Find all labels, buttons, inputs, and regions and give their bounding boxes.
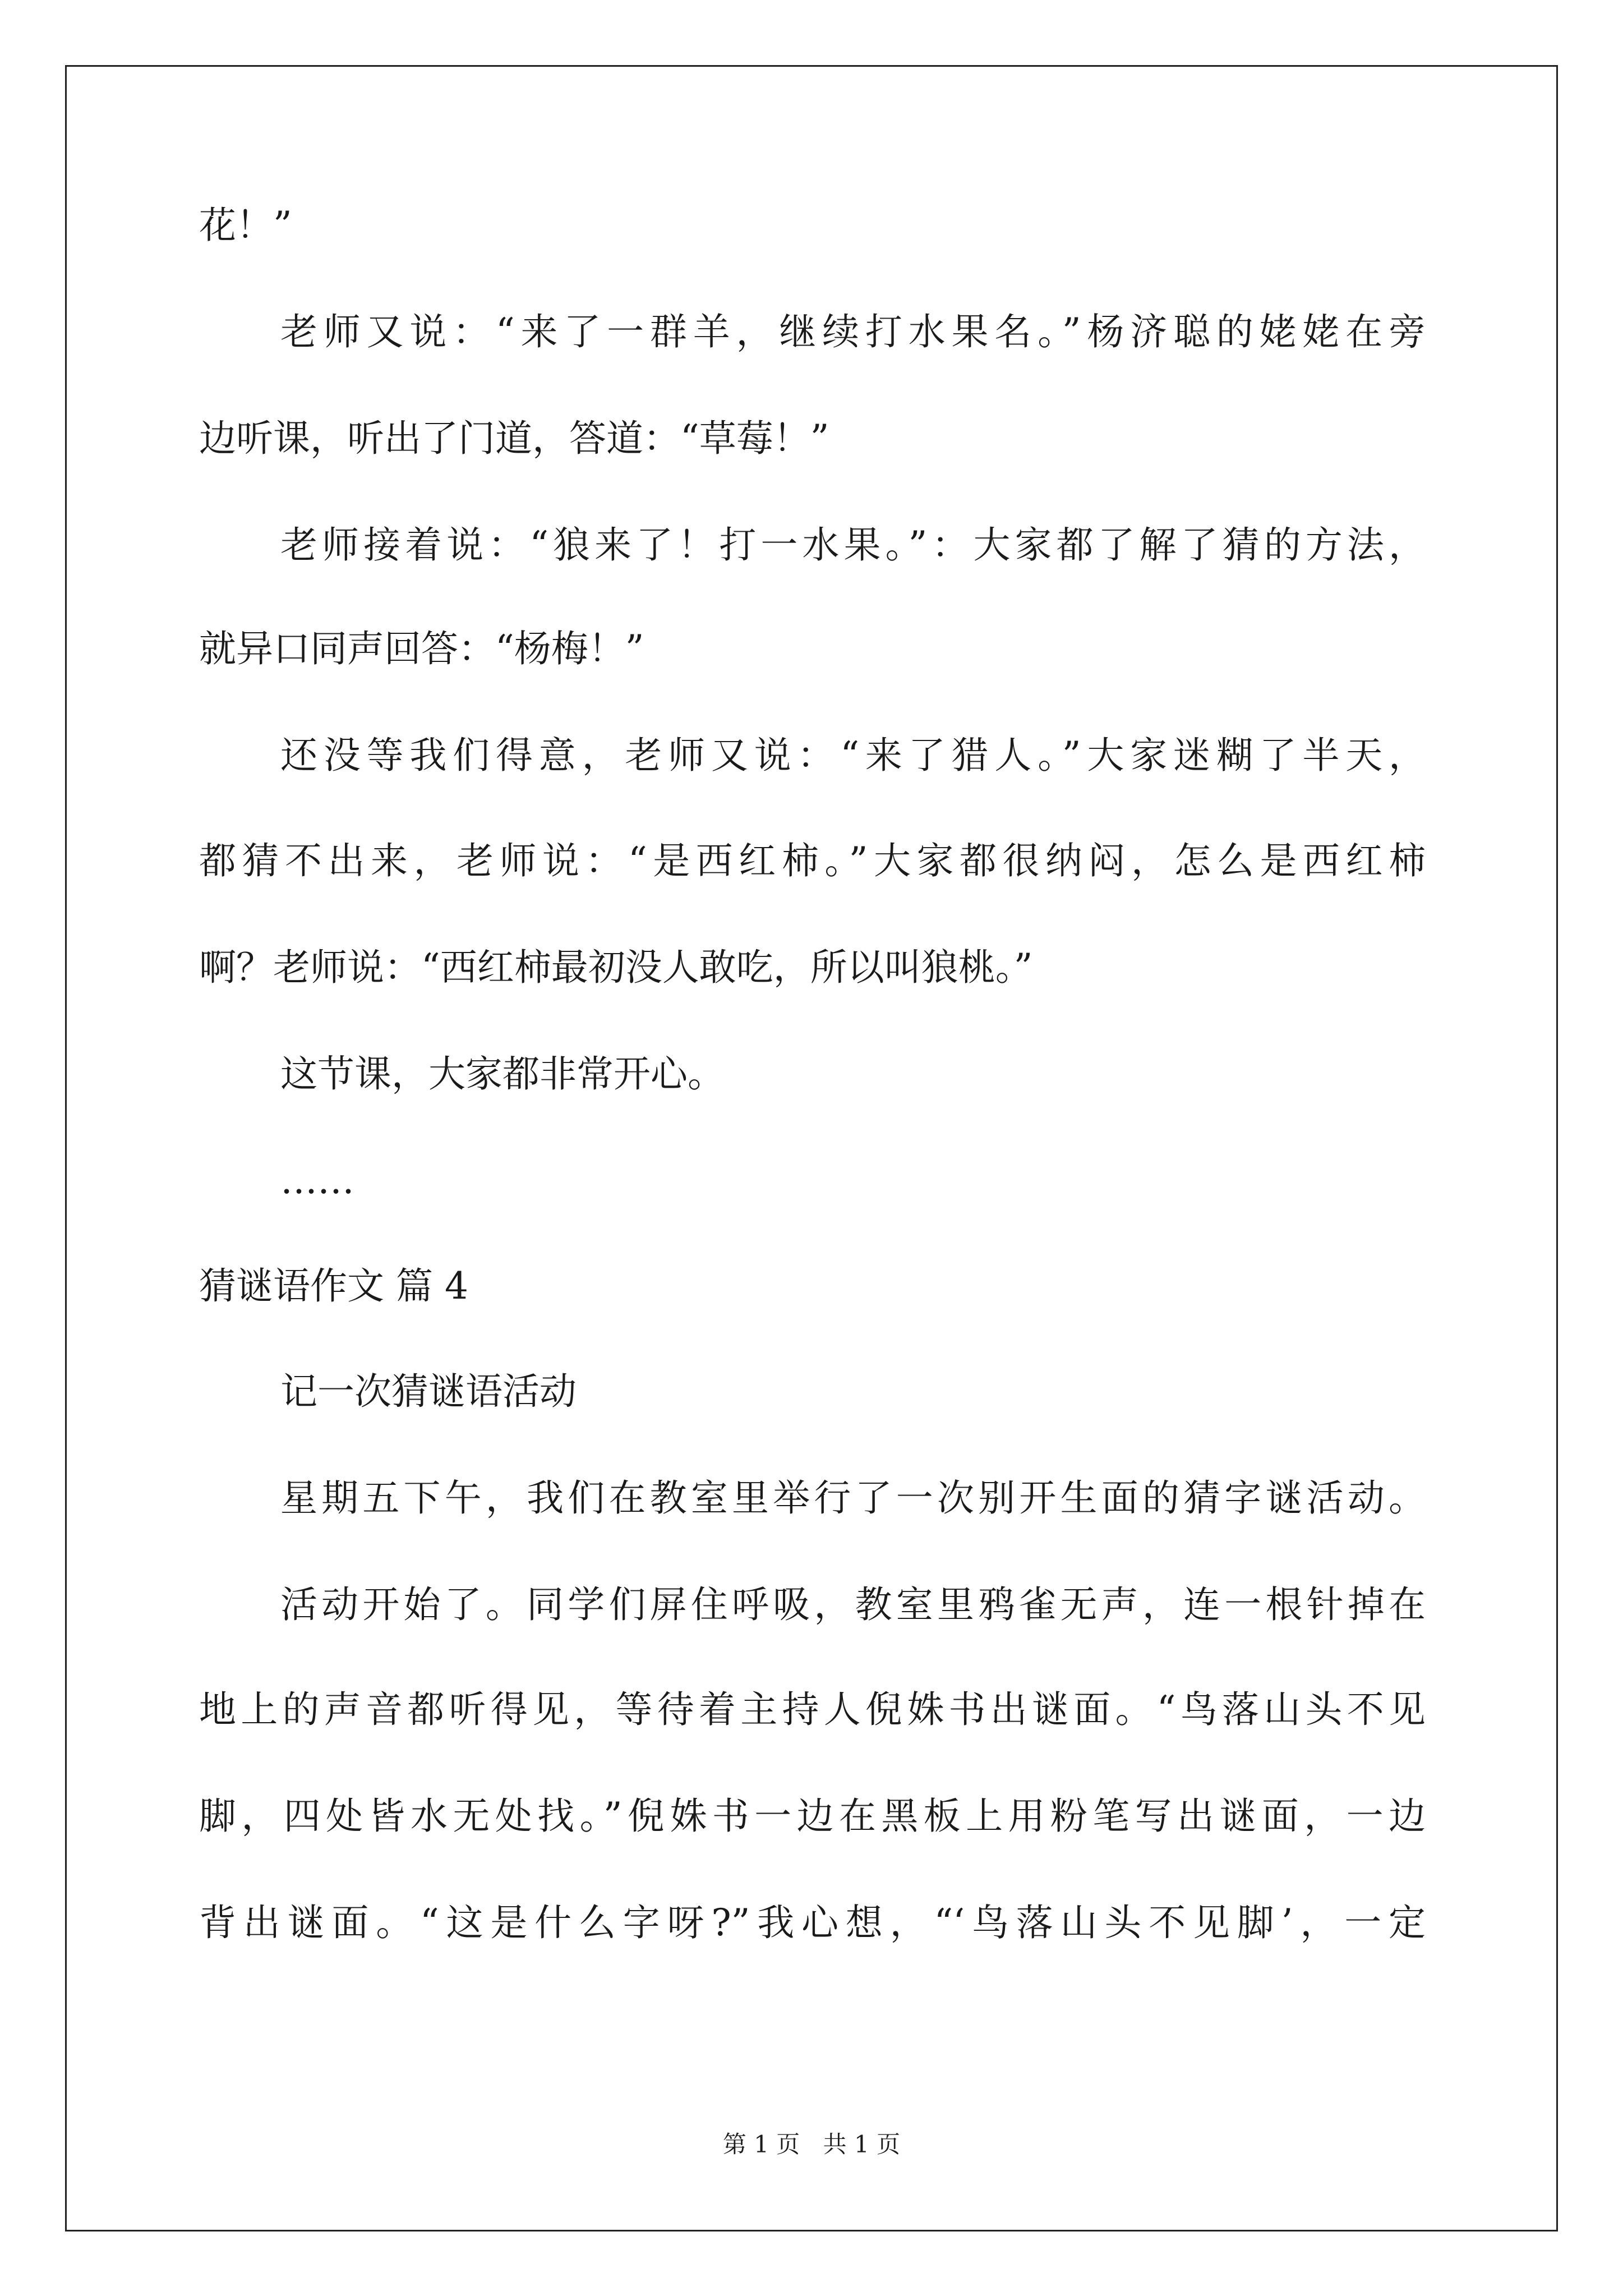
text-line: 还没等我们得意，老师又说：“来了猎人。”大家迷糊了半天， — [280, 734, 1426, 777]
section-heading: 猜谜语作文 篇 4 — [199, 1264, 468, 1308]
text-line: 边听课，听出了门道，答道：“草莓！” — [199, 417, 829, 460]
text-line: 老师接着说：“狼来了！打一水果。”：大家都了解了猜的方法， — [280, 523, 1426, 567]
text-line: 地上的声音都听得见，等待着主持人倪姝书出谜面。“鸟落山头不见 — [199, 1688, 1426, 1731]
text-line: 啊？老师说：“西红柿最初没人敢吃，所以叫狼桃。” — [199, 946, 1033, 989]
text-line: …… — [280, 1159, 354, 1202]
text-line: 背出谜面。“这是什么字呀?”我心想，“‘鸟落山头不见脚’，一定 — [199, 1901, 1426, 1944]
text-line: 记一次猜谜语活动 — [280, 1370, 577, 1413]
text-line: 老师又说：“来了一群羊，继续打水果名。”杨济聪的姥姥在旁 — [280, 310, 1426, 353]
page-number: 第 1 页 — [722, 2131, 800, 2158]
text-line: 活动开始了。同学们屏住呼吸，教室里鸦雀无声，连一根针掉在 — [280, 1583, 1426, 1626]
text-line: 星期五下午，我们在教室里举行了一次别开生面的猜字谜活动。 — [280, 1476, 1426, 1520]
text-line: 这节课，大家都非常开心。 — [280, 1052, 725, 1096]
text-line: 脚，四处皆水无处找。”倪姝书一边在黑板上用粉笔写出谜面，一边 — [199, 1795, 1426, 1838]
text-line: 花！” — [199, 204, 292, 247]
text-line: 都猜不出来，老师说：“是西红柿。”大家都很纳闷，怎么是西红柿 — [199, 839, 1426, 882]
page-footer — [0, 2129, 1623, 2160]
text-line: 就异口同声回答：“杨梅！” — [199, 627, 644, 670]
page-total: 共 1 页 — [823, 2131, 901, 2158]
